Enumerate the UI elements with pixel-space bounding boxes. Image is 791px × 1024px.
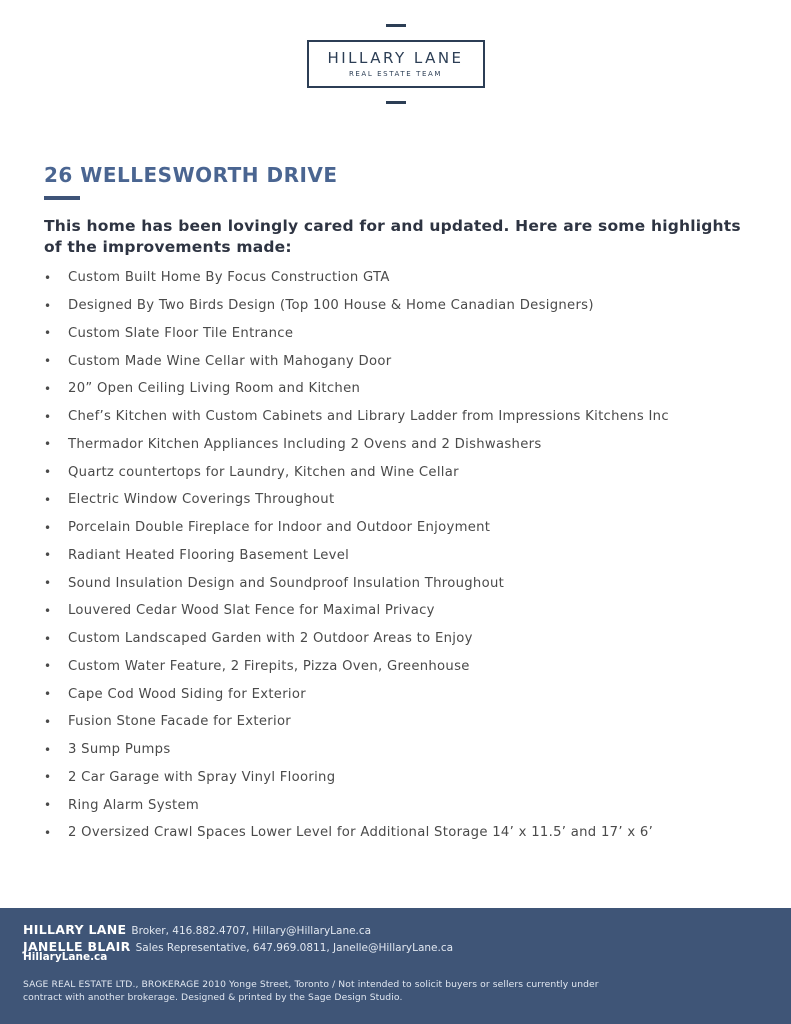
list-item-text: 2 Car Garage with Spray Vinyl Flooring [68, 769, 336, 785]
bullet-icon: • [44, 381, 52, 396]
bullet-icon: • [44, 326, 52, 341]
list-item [44, 264, 764, 292]
highlights-list [44, 264, 764, 847]
list-item-text: 3 Sump Pumps [68, 742, 171, 758]
bullet-icon: • [44, 576, 52, 591]
list-item-text: 2 Oversized Crawl Spaces Lower Level for Additional Storage 14’ x 11.5’ and 17’ x 6’ [68, 825, 654, 841]
list-item-text: Thermador Kitchen Appliances Including 2 Ovens and 2 Dishwashers [68, 436, 542, 452]
bullet-icon: • [44, 465, 52, 480]
bullet-icon: • [44, 437, 52, 452]
page-title: 26 WELLESWORTH DRIVE [44, 163, 338, 187]
list-item [44, 819, 764, 847]
agent-2-details: Sales Representative, 647.969.0811, Janelle@HillaryLane.ca [135, 942, 454, 954]
logo-top-bar [386, 24, 406, 27]
list-item-text: Quartz countertops for Laundry, Kitchen and Wine Cellar [68, 464, 459, 480]
bullet-icon: • [44, 770, 52, 785]
agent-2-name: JANELLE BLAIR [23, 939, 131, 954]
title-underline [44, 196, 80, 200]
list-item-text: Chef’s Kitchen with Custom Cabinets and Library Ladder from Impressions Kitchens Inc [68, 409, 669, 425]
list-item-text: Custom Made Wine Cellar with Mahogany Door [68, 353, 392, 369]
list-item [44, 569, 764, 597]
list-item-text: Porcelain Double Fireplace for Indoor and Outdoor Enjoyment [68, 520, 491, 536]
list-item-text: Sound Insulation Design and Soundproof Insulation Throughout [68, 575, 505, 591]
list-item [44, 458, 764, 486]
agent-1-name: HILLARY LANE [23, 922, 127, 937]
list-item [44, 431, 764, 459]
list-item [44, 347, 764, 375]
list-item [44, 375, 764, 403]
list-item-text: Electric Window Coverings Throughout [68, 492, 335, 508]
footer-website[interactable]: HillaryLane.ca [23, 951, 108, 963]
bullet-icon: • [44, 659, 52, 674]
list-item [44, 403, 764, 431]
list-item-text: Custom Water Feature, 2 Firepits, Pizza Oven, Greenhouse [68, 658, 470, 674]
logo-box [307, 40, 485, 88]
bullet-icon: • [44, 714, 52, 729]
list-item-text: Ring Alarm System [68, 797, 200, 813]
list-item-text: Fusion Stone Facade for Exterior [68, 714, 292, 730]
bullet-icon: • [44, 354, 52, 369]
logo-subtitle: REAL ESTATE TEAM [348, 70, 443, 78]
list-item [44, 292, 764, 320]
list-item-text: Radiant Heated Flooring Basement Level [68, 547, 350, 563]
logo [0, 24, 791, 104]
bullet-icon: • [44, 798, 52, 813]
list-item-text: Custom Slate Floor Tile Entrance [68, 325, 294, 341]
footer-legal: SAGE REAL ESTATE LTD., BROKERAGE 2010 Yonge Street, Toronto / Not intended to solicit buyers or sellers currently under contract with another brokerage. Designed & printed by the Sage Design Studio. [23, 979, 599, 1003]
intro-text: This home has been lovingly cared for and updated. Here are some highlights of the improvements made: [44, 217, 741, 256]
list-item [44, 514, 764, 542]
list-item-text: 20” Open Ceiling Living Room and Kitchen [68, 381, 361, 397]
agent-1-details: Broker, 416.882.4707, Hillary@HillaryLane.ca [131, 925, 372, 937]
bullet-icon: • [44, 631, 52, 646]
list-item-text: Custom Built Home By Focus Construction GTA [68, 270, 390, 286]
bullet-icon: • [44, 687, 52, 702]
bullet-icon: • [44, 409, 52, 424]
footer [0, 908, 791, 1024]
list-item [44, 791, 764, 819]
list-item-text: Cape Cod Wood Siding for Exterior [68, 686, 306, 702]
list-item [44, 597, 764, 625]
bullet-icon: • [44, 520, 52, 535]
logo-name: HILLARY LANE [327, 49, 464, 67]
list-item-text: Designed By Two Birds Design (Top 100 House & Home Canadian Designers) [68, 298, 594, 314]
bullet-icon: • [44, 603, 52, 618]
bullet-icon: • [44, 825, 52, 840]
list-item [44, 625, 764, 653]
list-item [44, 653, 764, 681]
list-item-text: Custom Landscaped Garden with 2 Outdoor Areas to Enjoy [68, 631, 473, 647]
list-item-text: Louvered Cedar Wood Slat Fence for Maximal Privacy [68, 603, 435, 619]
logo-bottom-bar [386, 101, 406, 104]
list-item [44, 708, 764, 736]
list-item [44, 486, 764, 514]
bullet-icon: • [44, 548, 52, 563]
list-item [44, 736, 764, 764]
bullet-icon: • [44, 298, 52, 313]
bullet-icon: • [44, 270, 52, 285]
bullet-icon: • [44, 492, 52, 507]
list-item [44, 764, 764, 792]
list-item [44, 320, 764, 348]
list-item [44, 680, 764, 708]
list-item [44, 542, 764, 570]
bullet-icon: • [44, 742, 52, 757]
